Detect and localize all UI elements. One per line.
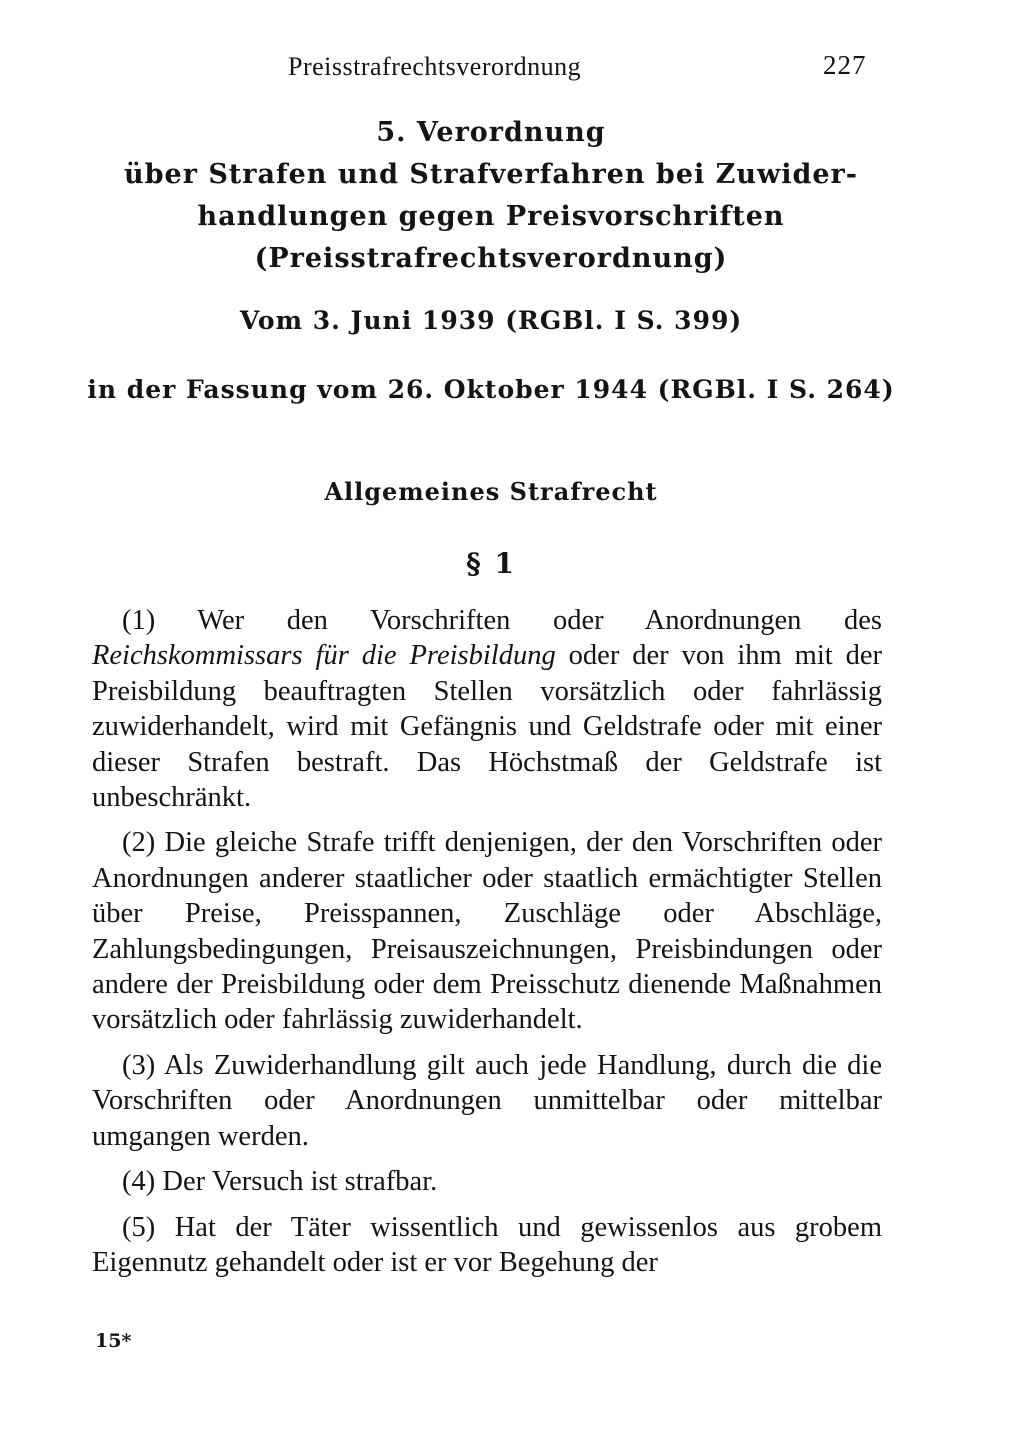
subsection-2: (2) Die gleiche Strafe trifft denjenigen, der den Vorschriften oder Anordnungen anderer staatlicher oder staatlich ermächtigter Stellen über Preise, Preisspannen, Zuschläge oder Abschläge, Zahlungsbedingungen, Preisauszeichnungen, Preisbindungen oder andere der Preisbildung oder dem Preisschutz dienende Maßnahmen vorsätzlich oder fahrlässig zuwiderhandelt.: [92, 827, 882, 1036]
running-title: Preisstrafrechtsverordnung: [288, 52, 582, 81]
subsection-1-end: oder der von ihm mit der Preisbildung beauftragten Stellen vorsätzlich oder fahrlässig zuwiderhandelt, wird mit Gefängnis und Geldstrafe oder mit einer dieser Strafen bestraft. Das Höchstmaß der Geldstrafe ist unbeschränkt.: [92, 640, 883, 814]
printer-signature-mark: 15*: [95, 1330, 132, 1352]
title-line: (Preisstrafrechtsverordnung): [254, 243, 728, 274]
subsection-1-start: (1) Wer den Vorschriften oder Anordnungen des: [122, 605, 882, 636]
section-heading: Allgemeines Strafrecht: [324, 477, 658, 506]
running-header: [0, 52, 1024, 92]
paragraph-number: § 1: [466, 547, 516, 580]
title-line: 5. Verordnung: [376, 117, 606, 148]
subsection-1: [92, 603, 882, 815]
subsection-5: (5) Hat der Täter wissentlich und gewissenlos aus grobem Eigennutz gehandelt oder ist er vor Begehung der: [92, 1211, 882, 1278]
authority-name: Reichskommissars für die Preisbildung: [92, 640, 556, 672]
ordinance-title: [80, 112, 902, 280]
enactment-date: Vom 3. Juni 1939 (RGBl. I S. 399): [239, 306, 743, 335]
amendment-date: in der Fassung vom 26. Oktober 1944 (RGBl. I S. 264): [87, 375, 895, 404]
subsection-3: (3) Als Zuwiderhandlung gilt auch jede Handlung, durch die die Vorschriften oder Anordnungen unmittelbar oder mittelbar umgangen werden.: [92, 1049, 882, 1152]
title-line: über Strafen und Strafverfahren bei Zuwider-: [124, 159, 858, 190]
statute-text: [92, 603, 882, 1290]
page-number: 227: [823, 50, 867, 80]
subsection-4: (4) Der Versuch ist strafbar.: [122, 1166, 438, 1198]
title-line: handlungen gegen Preisvorschriften: [197, 201, 785, 232]
